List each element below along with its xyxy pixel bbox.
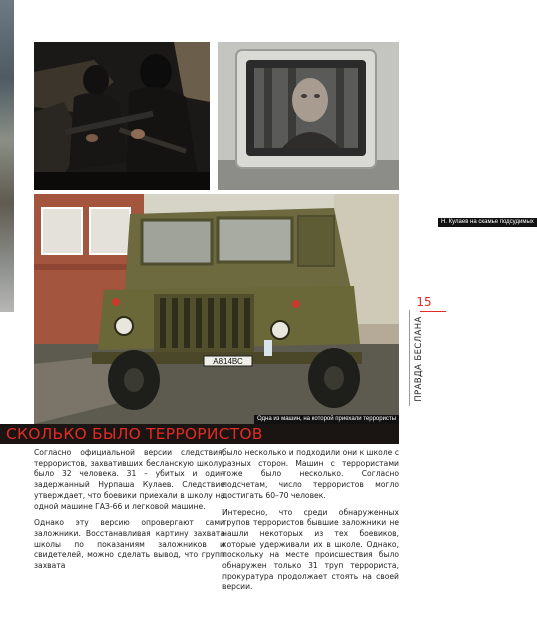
article-column-right [222, 448, 399, 599]
paragraph: Интересно, что среди обнаруженных трупов террористов бывшие заложники не нашли некоторых из тех боевиков, которые удерживали их в школе. Однако, поскольку на месте происшествия было обнаружен только 31 труп террориста, прокуратура продолжает стоять на своей версии. [222, 507, 399, 592]
article-column-left [34, 448, 225, 578]
page-number: 15 [416, 295, 432, 309]
paragraph: Однако эту версию опровергают сами заложники. Восстанавливая картину захвата школы по показаниям заложников и свидетелей, можно сделать вывод, что групп захвата [34, 518, 225, 571]
previous-page-photo-edge [0, 0, 14, 312]
paragraph: было несколько и подходили они к школе с разных сторон. Машин с террористами тоже было несколько. Согласно подсчетам, число террористов могло достигать 60–70 человек. [222, 448, 399, 500]
photo-tv-illustration [218, 42, 399, 190]
section-heading-bar [0, 424, 399, 444]
sidebar-rule [409, 310, 410, 406]
photo-truck-caption: Одна из машин, на которой приехали террористы [254, 415, 399, 424]
photo-gunmen [34, 42, 210, 190]
photo-tv-caption: Н. Кулаев на скамье подсудимых [438, 218, 537, 227]
photo-truck [34, 194, 399, 424]
section-title: СКОЛЬКО БЫЛО ТЕРРОРИСТОВ [6, 425, 263, 443]
photo-tv-screen [218, 42, 534, 225]
photo-truck-illustration [34, 194, 399, 424]
photo-gunmen-illustration [34, 42, 210, 190]
paragraph: Согласно официальной версии следствия, террористов, захвативших бесланскую школу, было 32 человека. 31 – убитых и один задержанный Нурпаша Кулаев. Следствие утверждает, что боевики приехали в школу на одной машине ГАЗ-66 и легковой машине. [34, 448, 225, 511]
truck-license-plate: А814ВС [213, 357, 243, 366]
running-head: ПРАВДА БЕСЛАНА [414, 316, 424, 402]
